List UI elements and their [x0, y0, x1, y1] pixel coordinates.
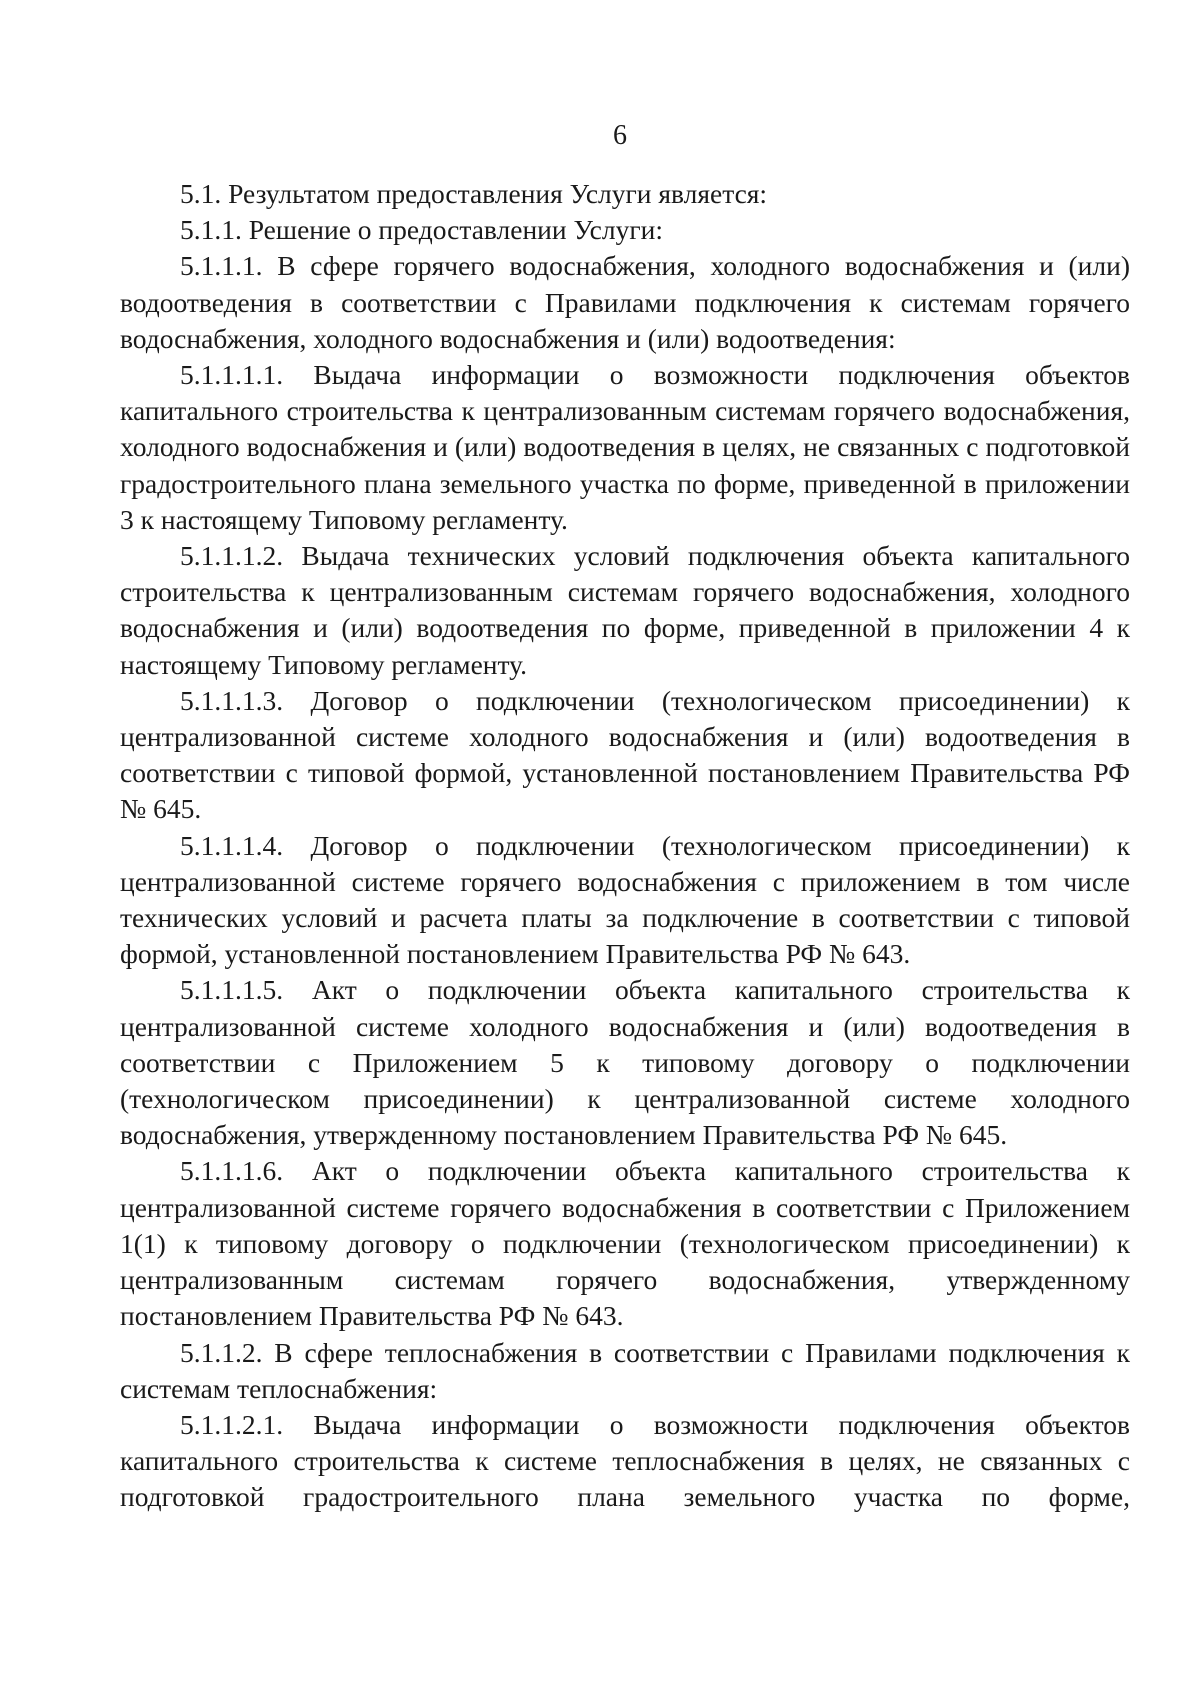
paragraph-5-1-1: 5.1.1. Решение о предоставлении Услуги:: [180, 214, 663, 246]
paragraph-5-1-1-2: 5.1.1.2. В сфере теплоснабжения в соответствии с Правилами подключения к системам теплоснабжения:: [120, 1336, 1130, 1404]
document-body: [120, 176, 1130, 1516]
paragraph-5-1-1-1-5: 5.1.1.1.5. Акт о подключении объекта капитального строительства к централизованной системе холодного водоснабжения и (или) водоотведения в соответствии с Приложением 5 к типовому договору о подключении (технологическом присоединении) к централизованной системе холодного водоснабжения, утвержденному постановлением Правительства РФ № 645.: [120, 974, 1130, 1151]
page-number: 6: [613, 120, 627, 151]
paragraph-5-1-1-1-4: 5.1.1.1.4. Договор о подключении (технологическом присоединении) к централизованной системе горячего водоснабжения с приложением в том числе технических условий и расчета платы за подключение в соответствии с типовой формой, установленной постановлением Правительства РФ № 643.: [120, 829, 1130, 970]
paragraph-5-1-1-1-2: 5.1.1.1.2. Выдача технических условий подключения объекта капитального строительства к централизованным системам горячего водоснабжения, холодного водоснабжения и (или) водоотведения по форме, приведенной в приложении 4 к настоящему Типовому регламенту.: [120, 540, 1130, 680]
paragraph-5-1-1-1-1: 5.1.1.1.1. Выдача информации о возможности подключения объектов капитального строительства к централизованным системам горячего водоснабжения, холодного водоснабжения и (или) водоотведения в целях, не связанных с подготовкой градостроительного плана земельного участка по форме, приведенной в приложении 3 к настоящему Типовому регламенту.: [120, 359, 1130, 535]
paragraph-5-1-1-1-6: 5.1.1.1.6. Акт о подключении объекта капитального строительства к централизованной системе горячего водоснабжения в соответствии с Приложением 1(1) к типовому договору о подключении (технологическом присоединении) к централизованным системам горячего водоснабжения, утвержденному постановлением Правительства РФ № 643.: [120, 1155, 1130, 1332]
paragraph-5-1-1-2-1: 5.1.1.2.1. Выдача информации о возможности подключения объектов капитального строительства к системе теплоснабжения в целях, не связанных с подготовкой градостроительного плана земельного участка по форме,: [120, 1408, 1130, 1513]
paragraph-5-1-1-1: 5.1.1.1. В сфере горячего водоснабжения, холодного водоснабжения и (или) водоотведения в соответствии с Правилами подключения к системам горячего водоснабжения, холодного водоснабжения и (или) водоотведения:: [120, 250, 1130, 354]
paragraph-5-1-1-1-3: 5.1.1.1.3. Договор о подключении (технологическом присоединении) к централизованной системе холодного водоснабжения и (или) водоотведения в соответствии с типовой формой, установленной постановлением Правительства РФ № 645.: [120, 684, 1130, 825]
paragraph-5-1: 5.1. Результатом предоставления Услуги является:: [180, 178, 768, 209]
